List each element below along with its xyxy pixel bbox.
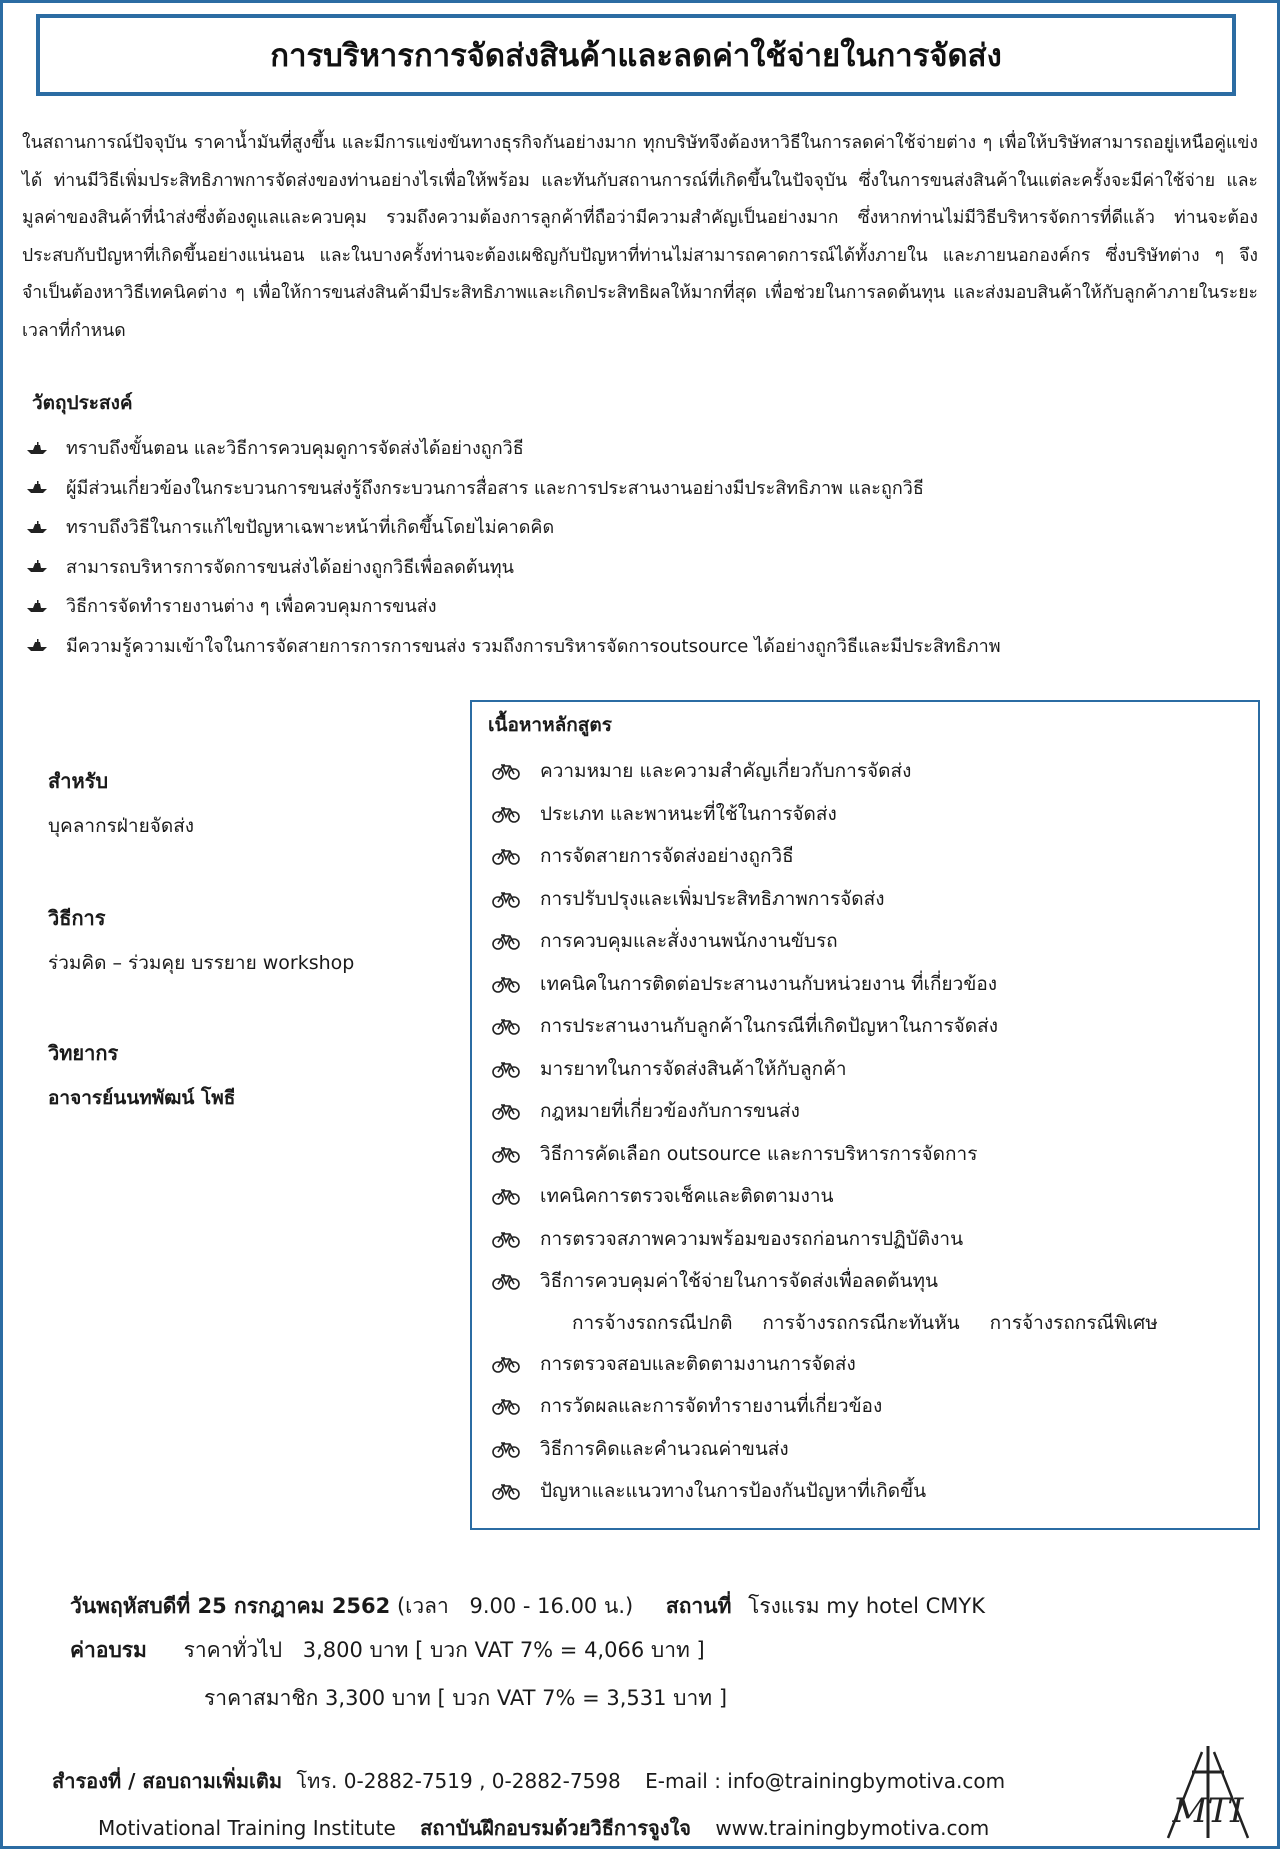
fee-general-price: 3,800 บาท [302, 1638, 409, 1662]
bicycle-icon [492, 1272, 520, 1290]
speaker-value: อาจารย์นนทพัฒน์ โพธี [48, 1087, 236, 1109]
bicycle-icon [492, 1060, 520, 1078]
event-time: 9.00 - 16.00 น.) [469, 1594, 634, 1618]
contact-line [52, 1765, 1005, 1797]
content-item: มารยาทในการจัดส่งสินค้าให้กับลูกค้า [492, 1048, 1252, 1091]
fee-general [70, 1634, 705, 1667]
content-item: เทคนิคในการติดต่อประสานงานกับหน่วยงาน ที่เกี่ยวข้อง [492, 963, 1252, 1006]
bicycle-icon [492, 1440, 520, 1458]
content-item: ความหมาย และความสำคัญเกี่ยวกับการจัดส่ง [492, 750, 1252, 793]
content-item: กฎหมายที่เกี่ยวข้องกับการขนส่ง [492, 1090, 1252, 1133]
ship-icon [26, 480, 48, 494]
objective-item: ทราบถึงวิธีในการแก้ไขปัญหาเฉพาะหน้าที่เกิดขึ้นโดยไม่คาดคิด [26, 507, 1256, 547]
method-section [48, 902, 478, 978]
event-date: วันพฤหัสบดีที่ 25 กรกฎาคม 2562 [70, 1594, 391, 1618]
bicycle-icon [492, 975, 520, 993]
content-item: การควบคุมและสั่งงานพนักงานขับรถ [492, 920, 1252, 963]
content-sub-item: การจ้างรถกรณีพิเศษ [989, 1311, 1158, 1334]
ship-icon [26, 638, 48, 652]
fee-general-label: ราคาทั่วไป [183, 1638, 283, 1662]
fee-member-vat: [ บวก VAT 7% = 3,531 บาท ] [437, 1686, 728, 1710]
speaker-label: วิทยากร [48, 1041, 119, 1065]
ship-icon [26, 599, 48, 613]
content-sub-item: การจ้างรถกรณีปกติ [572, 1311, 733, 1334]
audience-value: บุคลากรฝ่ายจัดส่ง [48, 815, 195, 837]
bicycle-icon [492, 805, 520, 823]
objective-item: มีความรู้ความเข้าใจในการจัดสายการการการขนส่ง รวมถึงการบริหารจัดการoutsource ได้อย่างถูกวิธีและมีประสิทธิภาพ [26, 626, 1256, 666]
event-time-prefix: (เวลา [396, 1594, 449, 1618]
fee-label: ค่าอบรม [70, 1638, 147, 1662]
content-item: ปัญหาและแนวทางในการป้องกันปัญหาที่เกิดขึ้น [492, 1470, 1252, 1513]
fee-member-price: 3,300 บาท [325, 1686, 431, 1710]
content-item: การจัดสายการจัดส่งอย่างถูกวิธี [492, 835, 1252, 878]
content-heading: เนื้อหาหลักสูตร [488, 714, 612, 736]
audience-label: สำหรับ [48, 769, 109, 793]
content-item: การตรวจสอบและติดตามงานการจัดส่ง [492, 1343, 1252, 1386]
method-label: วิธีการ [48, 906, 106, 930]
bicycle-icon [492, 890, 520, 908]
content-item: การประสานงานกับลูกค้าในกรณีที่เกิดปัญหาในการจัดส่ง [492, 1005, 1252, 1048]
content-list [492, 750, 1252, 1513]
content-item: การปรับปรุงและเพิ่มประสิทธิภาพการจัดส่ง [492, 878, 1252, 921]
content-sub-items [492, 1303, 1252, 1343]
bicycle-icon [492, 1230, 520, 1248]
institute-line [98, 1812, 989, 1844]
bicycle-icon [492, 847, 520, 865]
bicycle-icon [492, 1017, 520, 1035]
course-content-box [470, 700, 1260, 1530]
objective-item: ผู้มีส่วนเกี่ยวข้องในกระบวนการขนส่งรู้ถึงกระบวนการสื่อสาร และการประสานงานอย่างมีประสิทธิภาพ และถูกวิธี [26, 468, 1256, 508]
mti-logo [1162, 1742, 1254, 1840]
bicycle-icon [492, 1102, 520, 1120]
objectives-list [26, 428, 1256, 665]
contact-email[interactable]: E-mail : info@trainingbymotiva.com [645, 1769, 1006, 1793]
svg-text:MTI: MTI [1172, 1791, 1244, 1831]
institute-website[interactable]: www.trainingbymotiva.com [715, 1816, 990, 1840]
fee-member [204, 1682, 727, 1715]
bicycle-icon [492, 762, 520, 780]
content-item: การวัดผลและการจัดทำรายงานที่เกี่ยวข้อง [492, 1385, 1252, 1428]
intro-paragraph: ในสถานการณ์ปัจจุบัน ราคาน้ำมันที่สูงขึ้น และมีการแข่งขันทางธุรกิจกันอย่างมาก ทุกบริษัทจึงต้องหาวิธีในการลดค่าใช้จ่ายต่าง ๆ เพื่อให้บริษัทสามารถอยู่เหนือคู่แข่งได้ ท่านมีวิธีเพิ่มประสิทธิภาพการจัดส่งของท่านอย่างไรเพื่อให้พร้อม และทันกับสถานการณ์ที่เกิดขึ้นในปัจจุบัน ซึ่งในการขนส่งสินค้าในแต่ละครั้งจะมีค่าใช้จ่าย และมูลค่าของสินค้าที่นำส่งซึ่งต้องดูแลและควบคุม รวมถึงความต้องการลูกค้าที่ถือว่ามีความสำคัญเป็นอย่างมาก ซึ่งหากท่านไม่มีวิธีบริหารจัดการที่ดีแล้ว ท่านจะต้องประสบกับปัญหาที่เกิดขึ้นอย่างแน่นอน และในบางครั้งท่านจะต้องเผชิญกับปัญหาที่ท่านไม่สามารถคาดการณ์ได้ทั้งภายใน และภายนอกองค์กร ซึ่งบริษัทต่าง ๆ จึงจำเป็นต้องหาวิธีเทคนิคต่าง ๆ เพื่อให้การขนส่งสินค้ามีประสิทธิภาพและเกิดประสิทธิผลให้มากที่สุด เพื่อช่วยในการลดต้นทุน และส่งมอบสินค้าให้กับลูกค้าภายในระยะเวลาที่กำหนด [22, 133, 1258, 341]
objective-item: ทราบถึงขั้นตอน และวิธีการควบคุมดูการจัดส่งได้อย่างถูกวิธี [26, 428, 1256, 468]
ship-icon [26, 559, 48, 573]
bicycle-icon [492, 1187, 520, 1205]
method-value: ร่วมคิด – ร่วมคุย บรรยาย workshop [48, 952, 355, 974]
content-item: การตรวจสภาพความพร้อมของรถก่อนการปฏิบัติงาน [492, 1218, 1252, 1261]
objective-item: วิธีการจัดทำรายงานต่าง ๆ เพื่อควบคุมการขนส่ง [26, 586, 1256, 626]
fee-member-label: ราคาสมาชิก [204, 1686, 319, 1710]
venue-label: สถานที่ [665, 1594, 732, 1618]
ship-icon [26, 441, 48, 455]
content-sub-item: การจ้างรถกรณีกะทันหัน [762, 1311, 960, 1334]
venue-name: โรงแรม my hotel CMYK [748, 1594, 986, 1618]
speaker-section [48, 1037, 478, 1113]
objectives-heading: วัตถุประสงค์ [32, 392, 133, 414]
bicycle-icon [492, 1482, 520, 1500]
page-title: การบริหารการจัดส่งสินค้าและลดค่าใช้จ่ายในการจัดส่ง [270, 38, 1002, 74]
bicycle-icon [492, 1355, 520, 1373]
bicycle-icon [492, 1397, 520, 1415]
bicycle-icon [492, 932, 520, 950]
ship-icon [26, 520, 48, 534]
contact-label: สำรองที่ / สอบถามเพิ่มเติม [52, 1769, 283, 1793]
content-item: วิธีการคัดเลือก outsource และการบริหารการจัดการ [492, 1133, 1252, 1176]
content-item: ประเภท และพาหนะที่ใช้ในการจัดส่ง [492, 793, 1252, 836]
content-item: วิธีการคิดและคำนวณค่าขนส่ง [492, 1428, 1252, 1471]
content-item: เทคนิคการตรวจเช็คและติดตามงาน [492, 1175, 1252, 1218]
objective-item: สามารถบริหารการจัดการขนส่งได้อย่างถูกวิธีเพื่อลดต้นทุน [26, 547, 1256, 587]
content-item: วิธีการควบคุมค่าใช้จ่ายในการจัดส่งเพื่อลดต้นทุน [492, 1260, 1252, 1303]
institute-name-en: Motivational Training Institute [98, 1816, 396, 1840]
contact-phone: โทร. 0-2882-7519 , 0-2882-7598 [296, 1769, 621, 1793]
title-box [36, 14, 1236, 96]
fee-general-vat: [ บวก VAT 7% = 4,066 บาท ] [415, 1638, 705, 1662]
event-info [70, 1590, 985, 1623]
institute-name-th: สถาบันฝึกอบรมด้วยวิธีการจูงใจ [420, 1816, 691, 1840]
bicycle-icon [492, 1145, 520, 1163]
audience-section [48, 765, 478, 841]
